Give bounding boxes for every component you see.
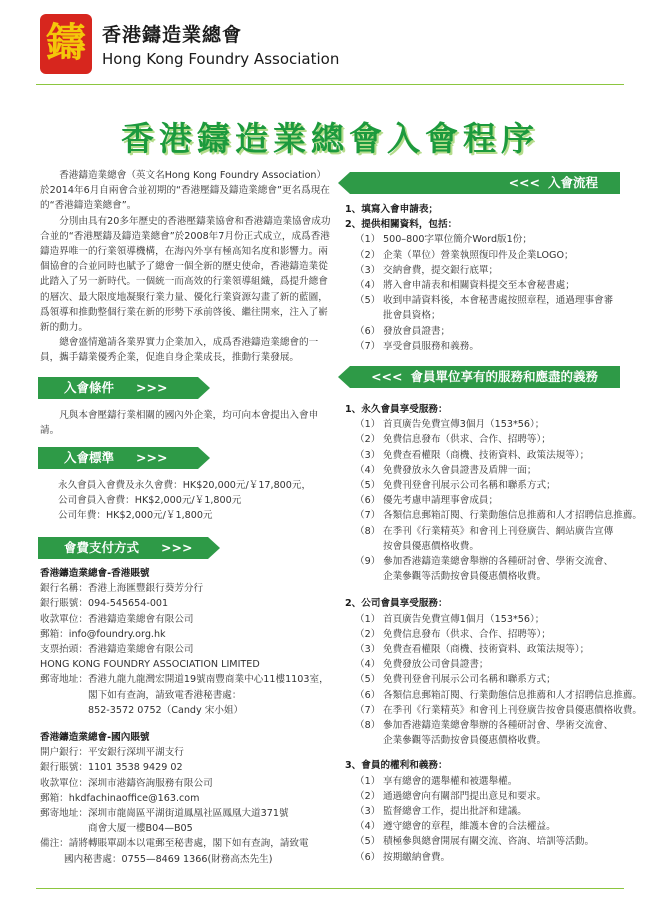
- rights-label: 會員單位享有的服務和應盡的義務: [410, 369, 598, 384]
- list-item: [345, 278, 635, 293]
- item-text: 首頁廣告免費宣傳3個月（153*56）；: [383, 419, 545, 431]
- item-number: （5）: [355, 836, 381, 848]
- hk-account-line: 銀行名稱：香港上海匯豐銀行葵芳分行: [40, 583, 204, 595]
- item-text: 免費刊登會刊展示公司名稱和聯系方式；: [383, 674, 556, 686]
- item-number: （4）: [355, 280, 381, 292]
- list-item: [345, 308, 635, 323]
- item-number: （5）: [355, 480, 381, 492]
- list-item: [345, 324, 635, 339]
- list-item: [345, 263, 635, 278]
- member-duties-list: [345, 774, 637, 865]
- item-number: （6）: [355, 851, 381, 863]
- process-heading: [350, 172, 620, 194]
- process-block: [345, 202, 635, 354]
- list-item: [345, 569, 637, 584]
- rights-heading: [350, 366, 620, 388]
- intro-paragraph: 分別由具有20多年歷史的香港壓鑄業協會和香港鑄造業協會成功合並的“香港壓鑄及鑄造業總會”於2008年7月份正式成立，成爲香港鑄造界唯一的行業領導機構，在海內外享有極高知名度和影響力。兩個協會的合並同時也賦予了總會一個全新的歷史使命，香港鑄造業從此踏入了另一新時代。一個統一而高效的行業領導組織，爲提升總會的層次、最大限度地凝聚行業力量、優化行業資源勾畫了新的藍圖，爲領導和推動整個行業在新的形勢下承前啓後、繼往開來，注入了嶄新的動力。: [40, 215, 331, 334]
- item-number: （2）: [355, 628, 381, 640]
- item-text: 各類信息郵箱訂閱、行業動態信息推薦和人才招聘信息推薦。: [383, 689, 643, 701]
- list-item: [345, 432, 637, 447]
- org-name-english: Hong Kong Foundry Association: [102, 50, 340, 68]
- permanent-member-title: 1、永久會員享受服務：: [345, 404, 448, 415]
- org-name-chinese: 香港鑄造業總會: [102, 24, 243, 46]
- intro-section: [40, 168, 332, 366]
- list-item: [345, 703, 643, 718]
- standards-label: 入會標準: [64, 450, 115, 465]
- item-text: 積極參與總會開展有關交流、咨詢、培訓等活動。: [383, 836, 595, 848]
- item-number: （4）: [355, 821, 381, 833]
- list-item: [345, 612, 637, 627]
- item-number: （7）: [355, 704, 381, 716]
- cn-account-line: 收款單位：深圳市港鑄咨詢服務有限公司: [40, 777, 213, 789]
- logo-mark: 鑄: [46, 19, 86, 66]
- item-text: 遵守總會的章程，維護本會的合法權益。: [383, 821, 556, 833]
- permanent-member-list: [345, 417, 643, 584]
- item-number: （1）: [355, 775, 381, 787]
- payment-heading: [38, 537, 208, 559]
- list-item: [345, 627, 637, 642]
- corporate-member-title: 2、公司會員享受服務：: [345, 598, 448, 610]
- list-item: [345, 508, 643, 523]
- arrow-left-icon: <<<: [508, 175, 540, 190]
- hk-account-line: 銀行賬號：094-545654-001: [40, 598, 169, 610]
- item-number: （1）: [355, 419, 381, 431]
- standards-line: 永久會員入會費及永久會費：HK$20,000元/￥17,800元，: [58, 480, 312, 491]
- item-number: （3）: [355, 806, 381, 818]
- list-item: [345, 463, 637, 478]
- item-number: （2）: [355, 434, 381, 446]
- item-number: （2）: [355, 249, 381, 261]
- hk-enquiry: 閣下如有查詢，請致電香港秘書處：: [88, 689, 242, 701]
- item-text: 免費查看權限（商機、技術資料、政策法規等）；: [383, 644, 590, 656]
- corporate-member-list: [345, 612, 643, 749]
- item-number: （3）: [355, 264, 381, 276]
- item-number: （8）: [355, 720, 381, 732]
- standards-line: 公司會員入會費：HK$2,000元/￥1,800元: [58, 495, 242, 507]
- cn-account-line: 銀行賬號：1101 3538 9429 02: [40, 762, 183, 774]
- item-number: （3）: [355, 644, 381, 656]
- standards-line: 公司年費：HK$2,000元/￥1,800元: [58, 510, 213, 522]
- item-text: 首頁廣告免費宣傳1個月（153*56）；: [383, 613, 545, 625]
- item-text: 免費查看權限（商機、技術資料、政策法規等）；: [383, 449, 590, 461]
- hk-phone: 852-3572 0752（Candy 宋小姐）: [88, 704, 244, 716]
- list-item: [345, 804, 637, 819]
- item-text: 收到申請資料後，本會秘書處按照章程，通過理事會審: [383, 295, 614, 307]
- list-item: [345, 554, 637, 569]
- hk-account-line: 收款單位：香港鑄造業總會有限公司: [40, 613, 194, 625]
- item-text: 按期繳納會費。: [383, 851, 451, 863]
- item-text: 批會員資格；: [383, 310, 441, 322]
- item-text: 免費發放公司會員證書；: [383, 659, 489, 671]
- conditions-text-block: [40, 408, 332, 438]
- arrow-right-icon: >>>: [161, 540, 193, 555]
- item-text: 免費信息發布（供求、合作、招聘等）；: [383, 434, 551, 446]
- process-step: 1、填寫入會申請表；: [345, 204, 439, 215]
- list-item: [345, 524, 637, 539]
- item-text: 企業參觀等活動按會員優惠價格收費。: [383, 735, 547, 747]
- hk-account-line: 支票抬頭：香港鑄造業總會有限公司: [40, 644, 194, 656]
- conditions-label: 入會條件: [64, 380, 115, 395]
- item-text: 免費發放永久會員證書及盾牌一面；: [383, 464, 537, 476]
- item-text: 免費刊登會刊展示公司名稱和聯系方式；: [383, 480, 556, 492]
- intro-paragraph: 總會盛情邀請各業界實力企業加入，成爲香港鑄造業總會的一員，攜手鑄業優秀企業，促進自身企業成長，推動行業發展。: [40, 337, 319, 364]
- item-text: 按會員優惠價格收費。: [383, 540, 479, 552]
- payment-label: 會費支付方式: [64, 540, 140, 555]
- item-text: 企業參觀等活動按會員優惠價格收費。: [383, 571, 547, 583]
- list-item: [345, 248, 635, 263]
- header-divider: [36, 84, 624, 85]
- hk-account-line: HONG KONG FOUNDRY ASSOCIATION LIMITED: [40, 659, 260, 671]
- payment-block: [40, 566, 340, 867]
- item-number: （6）: [355, 495, 381, 507]
- item-text: 免費信息發布（供求、合作、招聘等）；: [383, 628, 551, 640]
- item-text: 各類信息郵箱訂閱、行業動態信息推薦和人才招聘信息推薦。: [383, 510, 643, 522]
- standards-heading: [38, 447, 198, 469]
- item-number: （6）: [355, 325, 381, 337]
- cn-note: 備注：請將轉賬單副本以電郵至秘書處，閣下如有查詢，請致電: [40, 838, 309, 850]
- process-list: [345, 232, 635, 354]
- item-text: 參加香港鑄造業總會舉辦的各種研討會、學術交流會、: [383, 720, 614, 732]
- list-item: [345, 834, 637, 849]
- item-number: （8）: [355, 525, 381, 537]
- list-item: [345, 539, 637, 554]
- arrow-left-icon: <<<: [371, 369, 403, 384]
- item-number: （1）: [355, 613, 381, 625]
- member-duties-title: 3、會員的權利和義務：: [345, 760, 448, 772]
- item-number: （9）: [355, 556, 381, 568]
- item-text: 通過總會向有關部門提出意見和要求。: [383, 790, 547, 802]
- hk-email[interactable]: 郵箱：info@foundry.org.hk: [40, 628, 166, 640]
- list-item: [345, 672, 637, 687]
- conditions-text: 凡與本會壓鑄行業相關的國內外企業，均可向本會提出入會申請。: [40, 410, 319, 437]
- item-text: 享受會員服務和義務。: [383, 340, 479, 352]
- list-item: [345, 718, 637, 733]
- list-item: [345, 850, 637, 865]
- item-text: 將入會申請表和相關資料提交至本會秘書處；: [383, 280, 575, 292]
- cn-note: 國内秘書處：0755—8469 1366(財務高杰先生): [64, 853, 273, 865]
- item-number: （5）: [355, 295, 381, 307]
- item-text: 發放會員證書；: [383, 325, 451, 337]
- list-item: [345, 642, 637, 657]
- list-item: [345, 293, 635, 308]
- rights-block: [345, 402, 643, 865]
- conditions-heading: [38, 377, 198, 399]
- association-logo: [40, 14, 92, 74]
- item-number: （4）: [355, 659, 381, 671]
- item-number: （7）: [355, 510, 381, 522]
- item-number: （6）: [355, 689, 381, 701]
- item-text: 優先考慮申請理事會成員；: [383, 495, 499, 507]
- list-item: [345, 774, 637, 789]
- item-text: 監督總會工作，提出批評和建議。: [383, 806, 527, 818]
- item-text: 在季刊《行業精英》和會刊上刊登廣告、網站廣告宣傳: [383, 525, 614, 537]
- header: [40, 14, 640, 82]
- cn-address: 郵寄地址：深圳市龍崗區平湖街道鳳凰社區鳳凰大道371號: [40, 808, 289, 820]
- list-item: [345, 448, 637, 463]
- list-item: [345, 478, 637, 493]
- item-text: 享有總會的選舉權和被選舉權。: [383, 775, 518, 787]
- list-item: [345, 657, 637, 672]
- item-text: 企業（單位）營業執照復印件及企業LOGO；: [383, 249, 574, 261]
- list-item: [345, 339, 635, 354]
- intro-paragraph: 香港鑄造業總會（英文名Hong Kong Foundry Association）於2014年6月自兩會合並初期的“香港壓鑄及鑄造業總會”更名爲現在的“香港鑄造業總會”。: [40, 170, 330, 212]
- arrow-right-icon: >>>: [136, 380, 168, 395]
- item-number: （4）: [355, 464, 381, 476]
- list-item: [345, 819, 637, 834]
- item-text: 參加香港鑄造業總會舉辦的各種研討會、學術交流會、: [383, 556, 614, 568]
- list-item: [345, 232, 635, 247]
- item-text: 500–800字單位簡介Word版1份；: [383, 234, 532, 246]
- cn-account-title: 香港鑄造業總會-國內賬號: [40, 732, 150, 744]
- item-number: （1）: [355, 234, 381, 246]
- list-item: [345, 733, 637, 748]
- list-item: [345, 789, 637, 804]
- item-text: 交納會費，提交銀行底單；: [383, 264, 499, 276]
- list-item: [345, 493, 637, 508]
- cn-email[interactable]: 郵箱：hkdfachinaoffice@163.com: [40, 792, 200, 804]
- item-number: （7）: [355, 340, 381, 352]
- footer-divider: [36, 888, 624, 889]
- item-number: （3）: [355, 449, 381, 461]
- hk-address: 郵寄地址：香港九龍九龍灣宏開道19號南豐商業中心11樓1103室，: [40, 674, 329, 686]
- list-item: [345, 417, 637, 432]
- cn-account-line: 開户銀行：平安銀行深圳平湖支行: [40, 747, 184, 759]
- cn-address: 商會大厦一樓B04—B05: [88, 823, 193, 835]
- page-title: 香港鑄造業總會入會程序: [121, 119, 539, 158]
- item-text: 在季刊《行業精英》和會刊上刊登廣告按會員優惠價格收費。: [383, 704, 643, 716]
- item-number: （2）: [355, 790, 381, 802]
- process-step: 2、提供相關資料，包括：: [345, 219, 458, 231]
- process-label: 入會流程: [547, 175, 598, 190]
- arrow-right-icon: >>>: [136, 450, 168, 465]
- item-number: （5）: [355, 674, 381, 686]
- standards-block: [58, 478, 338, 524]
- hk-account-title: 香港鑄造業總會-香港賬號: [40, 568, 150, 579]
- list-item: [345, 688, 643, 703]
